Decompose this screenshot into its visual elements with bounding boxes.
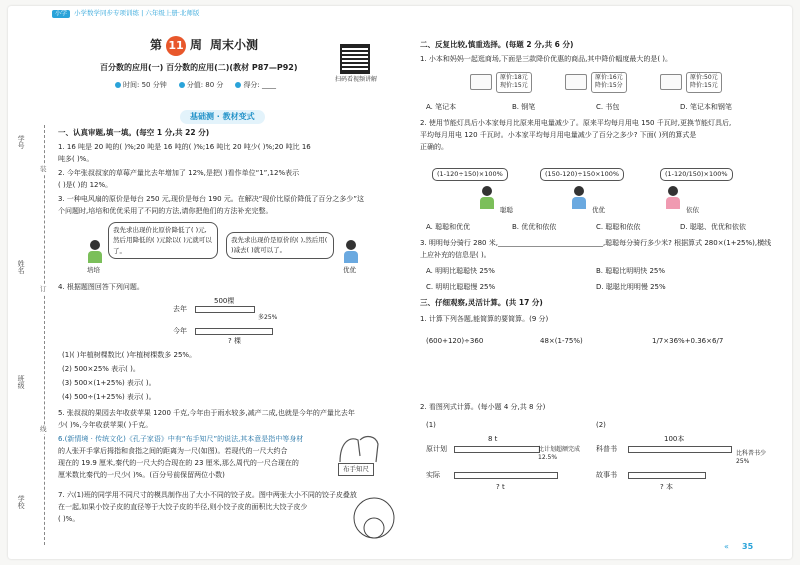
score-total-info: [179, 80, 224, 90]
diagram-2-sci-label: 科普书: [596, 445, 617, 453]
series-title: 小学数学同步专项训练 | 六年级上册·北师版: [74, 9, 200, 18]
score-got-info: [235, 80, 276, 90]
option-r2-d[interactable]: D. 聪聪、优优和依依: [680, 223, 746, 231]
gutter-label-student-id: 学号: [17, 135, 26, 149]
question-r1: 1. 小本和妈妈一起逛商场,下面是三款降价优惠的商品,其中降价幅度最大的是( )。: [420, 55, 673, 63]
week-suffix: 周: [190, 38, 203, 53]
question-4-3: (3) 500×(1+25%) 表示( )。: [62, 379, 156, 387]
qr-code[interactable]: [340, 44, 370, 74]
product-pen: [565, 72, 627, 93]
label-youyou: 优优: [343, 266, 356, 274]
formula-yiyi: (1-120/150)×100%: [660, 168, 733, 181]
question-6: 6.(新情境 · 传统文化)《孔子家语》中有“布手知尺”的说法,其本意是指中等身材: [58, 435, 304, 443]
calc-item-2: 48×(1-75%): [540, 337, 583, 345]
question-4-2: (2) 500×25% 表示( )。: [62, 365, 140, 373]
option-r1-c[interactable]: C. 书包: [596, 103, 620, 111]
section-band: 基础测 · 教材变式: [180, 110, 265, 124]
speech-bubble-peipei: 我先求出现价比原价降低了( )元,然后用降低的( )元除以( )元就可以了。: [108, 222, 218, 259]
option-r1-d[interactable]: D. 笔记本和钢笔: [680, 103, 732, 111]
diagram-1-plan-bar: [454, 446, 540, 453]
cut-mark-1: 装: [40, 165, 47, 173]
question-1-cont: 吨多( )%。: [58, 155, 94, 163]
quiz-name: 周末小测: [210, 38, 259, 53]
option-r3-a[interactable]: A. 明明比聪聪快 25%: [426, 267, 495, 275]
series-header: [52, 8, 252, 20]
section-1-heading: 一、认真审题,填一填。(每空 1 分,共 22 分): [58, 128, 210, 137]
binding-gutter: [16, 125, 60, 545]
diagram-2-story-bar: [628, 472, 706, 479]
question-6-cont-2: 现在的 19.9 厘米,秦代的一尺大约合现在的 23 厘米,那么周代的一尺合现在的: [58, 459, 299, 467]
quiz-meta: [115, 80, 276, 90]
option-r2-c[interactable]: C. 聪聪和依依: [596, 223, 641, 231]
bar-thisyear: [195, 328, 273, 335]
gutter-label-class: 班级: [17, 375, 26, 389]
question-2-cont: ( )是( )的 12%。: [58, 181, 113, 189]
week-prefix: 第: [150, 38, 163, 53]
diagram-1-top: 8 t: [488, 435, 498, 443]
hand-illustration: [330, 432, 390, 466]
avatar-peipei: [86, 240, 104, 264]
pencil-icon: [235, 82, 241, 88]
diagram-2-label: (2): [596, 421, 606, 429]
diagram-1-plan-label: 原计划: [426, 445, 447, 453]
product-notebook: [470, 72, 532, 93]
week-number-badge: 11: [166, 36, 186, 56]
question-3: 3. 一种电风扇的原价是每台 250 元,现价是每台 190 元。在解决“现价比原价降低了百分之多少”这: [58, 195, 365, 203]
question-r2-cont-2: 正确的。: [420, 143, 448, 151]
option-r3-b[interactable]: B. 聪聪比明明快 25%: [596, 267, 666, 275]
grade-tag: 小学: [52, 10, 70, 19]
question-7-cont-2: ( )%。: [58, 515, 80, 523]
label-youyou-2: 优优: [592, 206, 605, 214]
bar-question-label: ? 棵: [228, 337, 241, 345]
question-r2: 2. 使用节能灯具后小本家每月比原来用电量减少了。原来平均每月用电 150 千瓦时,更换节能灯具后,: [420, 119, 732, 127]
notebook-icon: [470, 74, 492, 90]
chevron-left-icon: «: [724, 542, 729, 551]
bar-value-label: 500棵: [214, 297, 235, 305]
question-5: 5. 张叔叔的果园去年收获苹果 1200 千克,今年由于雨水较多,减产二成,也就是今年的产量比去年: [58, 409, 355, 417]
diagram-2-note: 比科普书少25%: [736, 450, 767, 465]
formula-congcong: (1-120÷150)×100%: [432, 168, 508, 181]
section-2-heading: 二、反复比较,慎重选择。(每题 2 分,共 6 分): [420, 40, 574, 49]
gutter-label-school: 学校: [17, 495, 26, 509]
cut-mark-2: 订: [40, 285, 47, 293]
calc-item-1: (600+120)÷360: [426, 337, 484, 345]
clock-icon: [115, 82, 121, 88]
label-congcong: 聪聪: [500, 206, 513, 214]
cut-mark-3: 线: [40, 425, 47, 433]
option-r3-d[interactable]: D. 聪聪比明明慢 25%: [596, 283, 666, 291]
score-total-label: 分值: 80 分: [186, 81, 224, 89]
option-r1-a[interactable]: A. 笔记本: [426, 103, 457, 111]
subtitle: 百分数的应用(一) 百分数的应用(二)(教材 P87—P92): [100, 63, 298, 72]
diagram-2-story-label: 故事书: [596, 471, 617, 479]
question-6-cont-1: 的人张开手掌后拇指和食指之间的距离为一尺(如图)。若现代的一尺大约合: [58, 447, 288, 455]
notebook-price: 原价:18元 现价:15元: [496, 72, 532, 93]
gutter-label-name: 姓名: [17, 260, 26, 274]
diagram-1-label: (1): [426, 421, 436, 429]
diagram-1-actual-label: 实际: [426, 471, 440, 479]
question-7: 7. 六(1)班的同学用不同尺寸的模具制作出了大小不同的饺子皮。图中两张大小不同的饺子皮叠放: [58, 491, 357, 499]
avatar-congcong: [478, 186, 496, 210]
time-info: [115, 80, 167, 90]
score-got-label: 得分: ____: [243, 81, 277, 89]
product-bag: [660, 72, 722, 93]
pen-price: 原价:16元 降价:15分: [591, 72, 627, 93]
section-3-heading: 三、仔细观察,灵活计算。(共 17 分): [420, 298, 543, 307]
bar-label-lastyear: 去年: [173, 305, 187, 313]
label-yiyi: 依依: [686, 206, 699, 214]
cut-line: [44, 125, 45, 545]
speech-bubble-youyou: 我先求出现价是原价的( ),然后用( )减去( )就可以了。: [226, 232, 334, 259]
pen-icon: [565, 74, 587, 90]
option-r2-a[interactable]: A. 聪聪和优优: [426, 223, 471, 231]
question-4-1: (1)( )年植树棵数比( )年植树棵数多 25%。: [62, 351, 197, 359]
diagram-heading: 2. 看图列式计算。(每小题 4 分,共 8 分): [420, 403, 546, 411]
label-peipei: 培培: [87, 266, 100, 274]
qr-caption: 扫码看视频讲解: [334, 76, 377, 83]
option-r2-b[interactable]: B. 优优和依依: [512, 223, 557, 231]
page-title: [150, 36, 258, 56]
question-2: 2. 今年张叔叔家的草莓产量比去年增加了 12%,是把( )看作单位“1”,12%表示: [58, 169, 300, 177]
question-r2-cont: 平均每月用电 120 千瓦时。小本家平均每月用电量减少了百分之多少? 下面( )列的算式是: [420, 131, 697, 139]
calc-heading: 1. 计算下列各题,能简算的要简算。(9 分): [420, 315, 549, 323]
page-number: 35: [742, 542, 754, 551]
avatar-youyou-2: [570, 186, 588, 210]
bag-price: 原价:50元 降价:15元: [686, 72, 722, 93]
hand-caption: 布手知尺: [338, 463, 374, 476]
question-1: 1. 16 吨是 20 吨的( )%;20 吨是 16 吨的( )%;16 吨比 20 吨少( )%;20 吨比 16: [58, 143, 311, 151]
question-3-cont: 个问题时,培培和优优采用了不同的方法,请你把他们的方法补充完整。: [58, 207, 273, 215]
question-7-cont: 在一起,如果小饺子皮的直径等于大饺子皮的半径,则小饺子皮的面积比大饺子皮少: [58, 503, 308, 511]
option-r1-b[interactable]: B. 钢笔: [512, 103, 536, 111]
question-6-cont-3: 厘米数比秦代的一尺少( )%。(百分号前保留两位小数): [58, 471, 225, 479]
diagram-1-actual-bar: [454, 472, 558, 479]
diagram-2-sci-bar: [628, 446, 732, 453]
formula-youyou: (150-120)÷150×100%: [540, 168, 624, 181]
option-r3-c[interactable]: C. 明明比聪聪慢 25%: [426, 283, 496, 291]
diagram-2-top: 100本: [664, 435, 685, 443]
diagram-1-question: ? t: [496, 483, 505, 491]
dumpling-wrapper-diagram: [352, 496, 396, 540]
question-r3: 3. 明明每分骑行 280 米,______________________________,聪聪每分骑行多少米? 根据算式 280×(1+25%),横线: [420, 239, 772, 247]
question-4-4: (4) 500÷(1+25%) 表示( )。: [62, 393, 156, 401]
bar-lastyear: [195, 306, 255, 313]
star-icon: [179, 82, 185, 88]
avatar-youyou: [342, 240, 360, 264]
question-5-cont: 少( )%,今年收获苹果( )千克。: [58, 421, 153, 429]
question-r3-cont: 上应补充的信息是( )。: [420, 251, 491, 259]
time-label: 时间: 50 分钟: [123, 81, 167, 89]
diagram-1-over-note: 比计划超额完成12.5%: [538, 446, 581, 461]
bag-icon: [660, 74, 682, 90]
bar-label-thisyear: 今年: [173, 327, 187, 335]
bar-pct-label: 多25%: [258, 314, 278, 321]
diagram-2-question: ? 本: [660, 483, 673, 491]
avatar-yiyi: [664, 186, 682, 210]
calc-item-3: 1/7×36%+0.36×6/7: [652, 337, 724, 345]
question-4: 4. 根据题图回答下列问题。: [58, 283, 144, 291]
